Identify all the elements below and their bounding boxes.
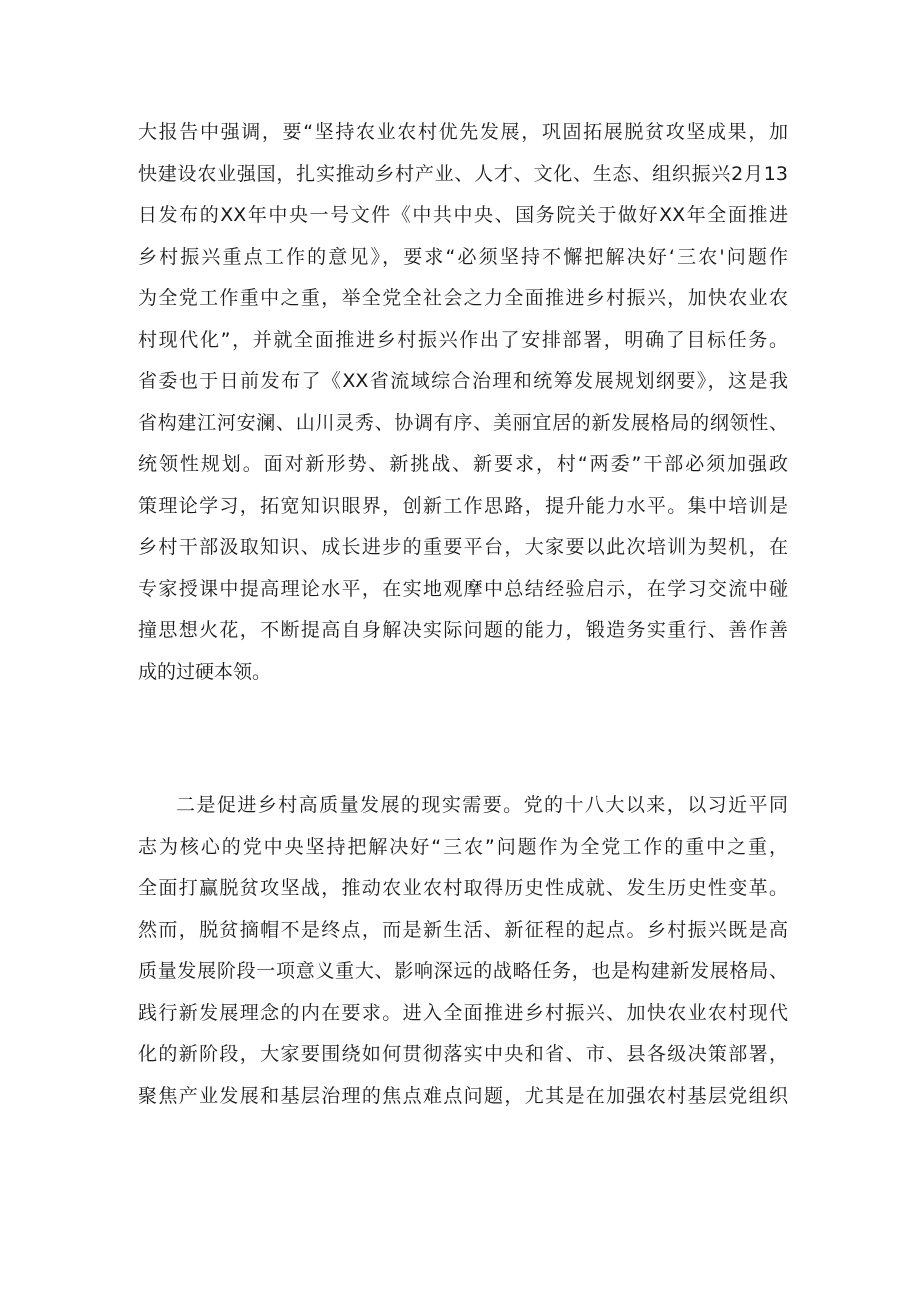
text-line: 成的过硬本领。 — [138, 660, 272, 683]
text-line: 志为核心的党中央坚持把解决好“三农”问题作为全党工作的重中之重， — [138, 835, 788, 858]
text-line: 撞思想火花，不断提高自身解决实际问题的能力，锻造务实重行、善作善 — [138, 619, 788, 641]
text-line: 村现代化”，并就全面推进乡村振兴作出了安排部署，明确了目标任务。 — [138, 328, 788, 351]
paragraph-2 — [138, 785, 788, 1117]
text-line: 统领性规划。面对新形势、新挑战、新要求，村“两委”干部必须加强政 — [138, 453, 788, 475]
text-line: 乡村振兴重点工作的意见》，要求“必须坚持不懈把解决好‘三农'问题作 — [138, 245, 788, 268]
text-line: 乡村干部汲取知识、成长进步的重要平台，大家要以此次培训为契机，在 — [138, 536, 788, 558]
text-line: 化的新阶段，大家要围绕如何贯彻落实中央和省、市、县各级决策部署， — [138, 1043, 788, 1065]
paragraph-1 — [138, 112, 788, 693]
text-line: 大报告中强调，要“坚持农业农村优先发展，巩固拓展脱贫攻坚成果，加 — [138, 121, 788, 143]
text-line: 省委也于日前发布了《XX省流域综合治理和统筹发展规划纲要》，这是我 — [138, 370, 788, 392]
text-line: 二是促进乡村高质量发展的现实需要。党的十八大以来，以习近平同 — [176, 794, 788, 816]
text-line: 全面打赢脱贫攻坚战，推动农业农村取得历史性成就、发生历史性变革。 — [138, 877, 788, 899]
text-line: 专家授课中提高理论水平，在实地观摩中总结经验启示，在学习交流中碰 — [138, 577, 788, 600]
text-line: 聚焦产业发展和基层治理的焦点难点问题，尤其是在加强农村基层党组织 — [138, 1084, 788, 1107]
text-line: 日发布的XX年中央一号文件《中共中央、国务院关于做好XX年全面推进 — [138, 204, 788, 226]
text-line: 质量发展阶段一项意义重大、影响深远的战略任务，也是构建新发展格局、 — [138, 960, 788, 982]
text-line: 省构建江河安澜、山川灵秀、协调有序、美丽宜居的新发展格局的纲领性、 — [138, 411, 788, 434]
text-line: 快建设农业强国，扎实推动乡村产业、人才、文化、生态、组织振兴2月13 — [138, 162, 788, 185]
text-line: 践行新发展理念的内在要求。进入全面推进乡村振兴、加快农业农村现代 — [138, 1001, 788, 1024]
text-line: 策理论学习，拓宽知识眼界，创新工作思路，提升能力水平。集中培训是 — [138, 494, 788, 517]
text-line: 然而，脱贫摘帽不是终点，而是新生活、新征程的起点。乡村振兴既是高 — [138, 918, 788, 941]
text-line: 为全党工作重中之重，举全党全社会之力全面推进乡村振兴，加快农业农 — [138, 287, 788, 309]
